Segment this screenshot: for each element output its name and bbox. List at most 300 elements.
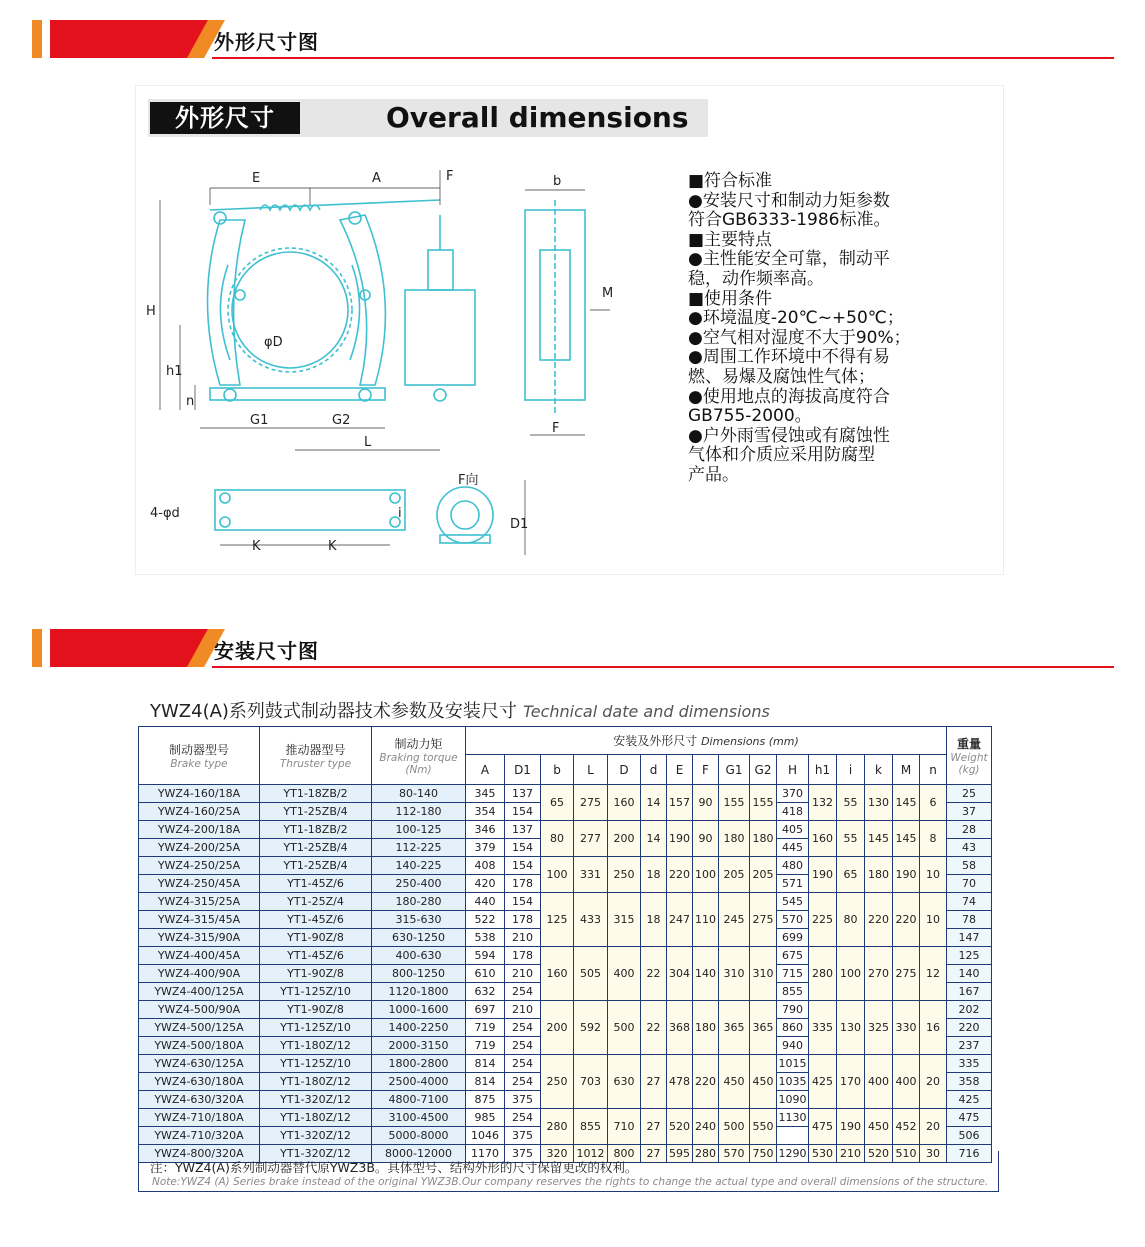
cell-torque: 630-1250 xyxy=(372,929,466,947)
cell-m: 220 xyxy=(893,893,920,947)
feature-line: ●安装尺寸和制动力矩参数 xyxy=(688,190,890,211)
figure-banner xyxy=(148,99,708,137)
cell-brake-type: YWZ4-160/25A xyxy=(139,803,260,821)
cell-d1: 375 xyxy=(505,1127,541,1145)
cell-thruster-type: YT1-18ZB/2 xyxy=(260,785,372,803)
cell-g1: 310 xyxy=(719,947,750,1001)
cell-h: 405 xyxy=(777,821,809,839)
label-H: H xyxy=(146,304,156,319)
th-col-d: D xyxy=(608,755,641,785)
cell-a: 440 xyxy=(466,893,505,911)
cell-h: 790 xyxy=(777,1001,809,1019)
cell-m: 330 xyxy=(893,1001,920,1055)
cell-e: 595 xyxy=(667,1145,693,1163)
cell-i: 65 xyxy=(837,857,865,893)
cell-e: 247 xyxy=(667,893,693,947)
cell-g2: 750 xyxy=(750,1145,777,1163)
label-F-direction: F向 xyxy=(458,473,479,488)
cell-k: 325 xyxy=(865,1001,893,1055)
cell-d1: 375 xyxy=(505,1145,541,1163)
cell-brake-type: YWZ4-500/90A xyxy=(139,1001,260,1019)
cell-h1: 530 xyxy=(809,1145,837,1163)
th-col-a: A xyxy=(466,755,505,785)
cell-torque: 80-140 xyxy=(372,785,466,803)
feature-line: 燃、易爆及腐蚀性气体； xyxy=(688,366,875,387)
cell-l: 277 xyxy=(574,821,608,857)
cell-a: 697 xyxy=(466,1001,505,1019)
cell-weight: 237 xyxy=(947,1037,992,1055)
cell-weight: 37 xyxy=(947,803,992,821)
cell-g1: 180 xyxy=(719,821,750,857)
cell-brake-type: YWZ4-630/125A xyxy=(139,1055,260,1073)
header-underline xyxy=(212,666,1114,668)
cell-f: 90 xyxy=(693,821,719,857)
cell-f: 140 xyxy=(693,947,719,1001)
cell-e: 368 xyxy=(667,1001,693,1055)
cell-thruster-type: YT1-320Z/12 xyxy=(260,1145,372,1163)
table-title xyxy=(150,697,770,723)
cell-weight: 220 xyxy=(947,1019,992,1037)
cell-weight: 335 xyxy=(947,1055,992,1073)
cell-e: 190 xyxy=(667,821,693,857)
cell-g2: 310 xyxy=(750,947,777,1001)
label-G1: G1 xyxy=(250,413,269,428)
th-col-d1: D1 xyxy=(505,755,541,785)
cell-i: 80 xyxy=(837,893,865,947)
cell-g1: 245 xyxy=(719,893,750,947)
cell-k: 220 xyxy=(865,893,893,947)
cell-weight: 28 xyxy=(947,821,992,839)
cell-weight: 506 xyxy=(947,1127,992,1145)
cell-a: 814 xyxy=(466,1055,505,1073)
cell-k: 130 xyxy=(865,785,893,821)
th-col-g1: G1 xyxy=(719,755,750,785)
cell-torque: 2500-4000 xyxy=(372,1073,466,1091)
cell-brake-type: YWZ4-500/125A xyxy=(139,1019,260,1037)
cell-d: 200 xyxy=(608,821,641,857)
cell-h: 445 xyxy=(777,839,809,857)
cell-brake-type: YWZ4-200/18A xyxy=(139,821,260,839)
cell-a: 354 xyxy=(466,803,505,821)
cell-thruster-type: YT1-25Z/4 xyxy=(260,893,372,911)
cell-thruster-type: YT1-90Z/8 xyxy=(260,1001,372,1019)
label-M: M xyxy=(602,286,614,301)
table-row xyxy=(139,1109,992,1127)
cell-thruster-type: YT1-25ZB/4 xyxy=(260,857,372,875)
label-L: L xyxy=(364,435,372,450)
cell-torque: 180-280 xyxy=(372,893,466,911)
cell-h1: 425 xyxy=(809,1055,837,1109)
cell-n: 16 xyxy=(920,1001,947,1055)
th-col-l: L xyxy=(574,755,608,785)
brake-drawing xyxy=(140,160,690,570)
cell-f: 280 xyxy=(693,1145,719,1163)
cell-l: 275 xyxy=(574,785,608,821)
cell-e: 478 xyxy=(667,1055,693,1109)
cell-thruster-type: YT1-25ZB/4 xyxy=(260,803,372,821)
section-title-install: 安装尺寸图 xyxy=(214,639,319,663)
feature-line: 符合GB6333-1986标准。 xyxy=(688,210,891,231)
spec-table xyxy=(138,726,992,1163)
cell-d1: 137 xyxy=(505,785,541,803)
cell-k: 180 xyxy=(865,857,893,893)
cell-d1: 254 xyxy=(505,1109,541,1127)
cell-a: 346 xyxy=(466,821,505,839)
cell-d: 22 xyxy=(641,947,667,1001)
cell-d1: 254 xyxy=(505,983,541,1001)
cell-n: 6 xyxy=(920,785,947,821)
cell-l: 433 xyxy=(574,893,608,947)
cell-d1: 254 xyxy=(505,1037,541,1055)
cell-d1: 178 xyxy=(505,947,541,965)
cell-torque: 5000-8000 xyxy=(372,1127,466,1145)
cell-l: 1012 xyxy=(574,1145,608,1163)
cell-a: 379 xyxy=(466,839,505,857)
cell-weight: 70 xyxy=(947,875,992,893)
cell-thruster-type: YT1-18ZB/2 xyxy=(260,821,372,839)
cell-torque: 800-1250 xyxy=(372,965,466,983)
cell-d1: 210 xyxy=(505,965,541,983)
feature-line: 产品。 xyxy=(688,464,739,485)
cell-n: 20 xyxy=(920,1109,947,1145)
th-col-f: F xyxy=(693,755,719,785)
cell-e: 304 xyxy=(667,947,693,1001)
cell-i: 170 xyxy=(837,1055,865,1109)
cell-e: 220 xyxy=(667,857,693,893)
cell-a: 594 xyxy=(466,947,505,965)
label-E: E xyxy=(252,171,261,186)
cell-torque: 315-630 xyxy=(372,911,466,929)
cell-brake-type: YWZ4-710/320A xyxy=(139,1127,260,1145)
cell-d: 250 xyxy=(608,857,641,893)
cell-torque: 8000-12000 xyxy=(372,1145,466,1163)
header-red-block xyxy=(50,629,212,667)
cell-b: 100 xyxy=(541,857,574,893)
cell-weight: 425 xyxy=(947,1091,992,1109)
cell-h: 571 xyxy=(777,875,809,893)
cell-d: 27 xyxy=(641,1145,667,1163)
cell-brake-type: YWZ4-160/18A xyxy=(139,785,260,803)
cell-weight: 58 xyxy=(947,857,992,875)
cell-g1: 500 xyxy=(719,1109,750,1145)
feature-line: ■符合标准 xyxy=(688,171,773,191)
cell-a: 1170 xyxy=(466,1145,505,1163)
cell-g2: 205 xyxy=(750,857,777,893)
label-4d: 4-φd xyxy=(150,506,180,521)
cell-torque: 1400-2250 xyxy=(372,1019,466,1037)
th-col-d: d xyxy=(641,755,667,785)
cell-h: 860 xyxy=(777,1019,809,1037)
cell-d: 18 xyxy=(641,893,667,947)
cell-d: 27 xyxy=(641,1109,667,1145)
label-F: F xyxy=(446,169,454,184)
table-title-en: Technical date and dimensions xyxy=(522,702,770,721)
cell-brake-type: YWZ4-800/320A xyxy=(139,1145,260,1163)
cell-d: 22 xyxy=(641,1001,667,1055)
cell-h: 1090 xyxy=(777,1091,809,1109)
cell-i: 210 xyxy=(837,1145,865,1163)
cell-d: 630 xyxy=(608,1055,641,1109)
cell-thruster-type: YT1-125Z/10 xyxy=(260,1019,372,1037)
banner-en: Overall dimensions xyxy=(386,101,689,134)
cell-l: 855 xyxy=(574,1109,608,1145)
feature-line: GB755-2000。 xyxy=(688,406,812,427)
cell-l: 703 xyxy=(574,1055,608,1109)
cell-g1: 570 xyxy=(719,1145,750,1163)
cell-b: 125 xyxy=(541,893,574,947)
cell-f: 110 xyxy=(693,893,719,947)
cell-a: 345 xyxy=(466,785,505,803)
cell-d1: 154 xyxy=(505,893,541,911)
cell-f: 180 xyxy=(693,1001,719,1055)
cell-d1: 254 xyxy=(505,1019,541,1037)
th-thruster: 推动器型号 Thruster type xyxy=(260,727,372,785)
cell-torque: 250-400 xyxy=(372,875,466,893)
cell-d: 14 xyxy=(641,821,667,857)
table-row xyxy=(139,1055,992,1073)
label-b: b xyxy=(553,174,562,189)
label-D: φD xyxy=(264,335,283,350)
cell-n: 10 xyxy=(920,857,947,893)
cell-h1: 132 xyxy=(809,785,837,821)
cell-h: 480 xyxy=(777,857,809,875)
cell-n: 12 xyxy=(920,947,947,1001)
cell-d1: 254 xyxy=(505,1073,541,1091)
note-cn: 注：YWZ4(A)系列制动器替代原YWZ3B。具体型号、结构外形的尺寸保留更改的权利。 xyxy=(150,1160,638,1175)
cell-thruster-type: YT1-45Z/6 xyxy=(260,875,372,893)
cell-brake-type: YWZ4-250/45A xyxy=(139,875,260,893)
cell-thruster-type: YT1-320Z/12 xyxy=(260,1127,372,1145)
table-row xyxy=(139,1001,992,1019)
cell-thruster-type: YT1-180Z/12 xyxy=(260,1109,372,1127)
table-row xyxy=(139,785,992,803)
cell-d1: 154 xyxy=(505,839,541,857)
cell-torque: 4800-7100 xyxy=(372,1091,466,1109)
cell-h: 940 xyxy=(777,1037,809,1055)
th-col-g2: G2 xyxy=(750,755,777,785)
feature-line: ●周围工作环境中不得有易 xyxy=(688,347,890,368)
cell-thruster-type: YT1-45Z/6 xyxy=(260,911,372,929)
header-accent-bar xyxy=(32,629,42,667)
cell-weight: 475 xyxy=(947,1109,992,1127)
cell-a: 875 xyxy=(466,1091,505,1109)
cell-h: 570 xyxy=(777,911,809,929)
cell-b: 280 xyxy=(541,1109,574,1145)
feature-line: ●使用地点的海拔高度符合 xyxy=(688,386,890,407)
cell-k: 520 xyxy=(865,1145,893,1163)
feature-line: 稳，动作频率高。 xyxy=(688,268,824,289)
cell-b: 160 xyxy=(541,947,574,1001)
cell-torque: 3100-4500 xyxy=(372,1109,466,1127)
cell-n: 10 xyxy=(920,893,947,947)
table-row xyxy=(139,893,992,911)
cell-i: 100 xyxy=(837,947,865,1001)
th-brake: 制动器型号 Brake type xyxy=(139,727,260,785)
cell-h: 545 xyxy=(777,893,809,911)
cell-torque: 100-125 xyxy=(372,821,466,839)
cell-d1: 254 xyxy=(505,1055,541,1073)
cell-d1: 154 xyxy=(505,803,541,821)
cell-thruster-type: YT1-45Z/6 xyxy=(260,947,372,965)
cell-torque: 2000-3150 xyxy=(372,1037,466,1055)
cell-m: 275 xyxy=(893,947,920,1001)
cell-brake-type: YWZ4-315/45A xyxy=(139,911,260,929)
header-red-block xyxy=(50,20,212,58)
cell-thruster-type: YT1-180Z/12 xyxy=(260,1073,372,1091)
cell-m: 452 xyxy=(893,1109,920,1145)
cell-g1: 365 xyxy=(719,1001,750,1055)
table-row xyxy=(139,857,992,875)
cell-torque: 1000-1600 xyxy=(372,1001,466,1019)
cell-a: 522 xyxy=(466,911,505,929)
cell-d1: 178 xyxy=(505,911,541,929)
cell-weight: 147 xyxy=(947,929,992,947)
th-col-b: b xyxy=(541,755,574,785)
cell-k: 270 xyxy=(865,947,893,1001)
cell-h xyxy=(777,1127,809,1145)
cell-f: 220 xyxy=(693,1055,719,1109)
cell-i: 190 xyxy=(837,1109,865,1145)
cell-d: 18 xyxy=(641,857,667,893)
cell-brake-type: YWZ4-500/180A xyxy=(139,1037,260,1055)
section-header-install xyxy=(32,629,1114,671)
cell-d1: 210 xyxy=(505,1001,541,1019)
th-col-h: H xyxy=(777,755,809,785)
cell-h1: 190 xyxy=(809,857,837,893)
cell-a: 814 xyxy=(466,1073,505,1091)
cell-h1: 335 xyxy=(809,1001,837,1055)
cell-g1: 155 xyxy=(719,785,750,821)
cell-thruster-type: YT1-320Z/12 xyxy=(260,1091,372,1109)
cell-h: 370 xyxy=(777,785,809,803)
cell-g2: 180 xyxy=(750,821,777,857)
cell-a: 1046 xyxy=(466,1127,505,1145)
cell-b: 80 xyxy=(541,821,574,857)
cell-d: 500 xyxy=(608,1001,641,1055)
feature-line: ●主性能安全可靠，制动平 xyxy=(688,249,890,270)
cell-h: 715 xyxy=(777,965,809,983)
cell-h1: 280 xyxy=(809,947,837,1001)
cell-g2: 155 xyxy=(750,785,777,821)
cell-weight: 125 xyxy=(947,947,992,965)
cell-b: 65 xyxy=(541,785,574,821)
feature-line: ●空气相对湿度不大于90%； xyxy=(688,327,911,348)
cell-m: 400 xyxy=(893,1055,920,1109)
cell-weight: 74 xyxy=(947,893,992,911)
cell-weight: 78 xyxy=(947,911,992,929)
cell-b: 250 xyxy=(541,1055,574,1109)
header-accent-bar xyxy=(32,20,42,58)
cell-weight: 358 xyxy=(947,1073,992,1091)
label-i: i xyxy=(398,506,402,521)
cell-weight: 25 xyxy=(947,785,992,803)
label-n: n xyxy=(186,394,195,409)
th-torque: 制动力矩 Braking torque (Nm) xyxy=(372,727,466,785)
cell-i: 55 xyxy=(837,821,865,857)
cell-h: 1130 xyxy=(777,1109,809,1127)
th-col-m: M xyxy=(893,755,920,785)
cell-d: 315 xyxy=(608,893,641,947)
cell-weight: 140 xyxy=(947,965,992,983)
cell-torque: 140-225 xyxy=(372,857,466,875)
cell-torque: 112-225 xyxy=(372,839,466,857)
cell-h: 1035 xyxy=(777,1073,809,1091)
cell-h: 1290 xyxy=(777,1145,809,1163)
cell-d1: 210 xyxy=(505,929,541,947)
feature-line: ■使用条件 xyxy=(688,288,773,309)
cell-torque: 1800-2800 xyxy=(372,1055,466,1073)
cell-h1: 160 xyxy=(809,821,837,857)
th-col-i: i xyxy=(837,755,865,785)
cell-brake-type: YWZ4-400/125A xyxy=(139,983,260,1001)
cell-a: 985 xyxy=(466,1109,505,1127)
cell-d: 710 xyxy=(608,1109,641,1145)
th-col-h1: h1 xyxy=(809,755,837,785)
cell-brake-type: YWZ4-200/25A xyxy=(139,839,260,857)
cell-g2: 550 xyxy=(750,1109,777,1145)
cell-d1: 137 xyxy=(505,821,541,839)
cell-d: 160 xyxy=(608,785,641,821)
feature-line: 气体和介质应采用防腐型 xyxy=(688,445,875,466)
cell-m: 190 xyxy=(893,857,920,893)
cell-g2: 275 xyxy=(750,893,777,947)
section-title-outline: 外形尺寸图 xyxy=(214,30,319,54)
label-A: A xyxy=(372,171,381,186)
cell-d: 27 xyxy=(641,1055,667,1109)
cell-h: 699 xyxy=(777,929,809,947)
cell-n: 20 xyxy=(920,1055,947,1109)
cell-a: 719 xyxy=(466,1037,505,1055)
cell-m: 145 xyxy=(893,785,920,821)
cell-brake-type: YWZ4-315/90A xyxy=(139,929,260,947)
header-underline xyxy=(212,57,1114,59)
cell-a: 420 xyxy=(466,875,505,893)
cell-a: 538 xyxy=(466,929,505,947)
cell-weight: 716 xyxy=(947,1145,992,1163)
th-dimensions: 安装及外形尺寸 Dimensions (mm) xyxy=(466,727,947,755)
cell-h: 675 xyxy=(777,947,809,965)
cell-k: 450 xyxy=(865,1109,893,1145)
cell-h: 1015 xyxy=(777,1055,809,1073)
cell-torque: 112-180 xyxy=(372,803,466,821)
cell-m: 510 xyxy=(893,1145,920,1163)
cell-thruster-type: YT1-90Z/8 xyxy=(260,965,372,983)
table-row xyxy=(139,947,992,965)
cell-thruster-type: YT1-125Z/10 xyxy=(260,983,372,1001)
cell-brake-type: YWZ4-630/180A xyxy=(139,1073,260,1091)
label-K1: K xyxy=(252,539,261,554)
th-col-k: k xyxy=(865,755,893,785)
cell-i: 55 xyxy=(837,785,865,821)
cell-brake-type: YWZ4-315/25A xyxy=(139,893,260,911)
cell-a: 719 xyxy=(466,1019,505,1037)
cell-brake-type: YWZ4-400/90A xyxy=(139,965,260,983)
cell-d: 14 xyxy=(641,785,667,821)
cell-f: 90 xyxy=(693,785,719,821)
cell-i: 130 xyxy=(837,1001,865,1055)
cell-torque: 400-630 xyxy=(372,947,466,965)
cell-d1: 375 xyxy=(505,1091,541,1109)
cell-l: 592 xyxy=(574,1001,608,1055)
note-en: Note:YWZ4 (A) Series brake instead of the original YWZ3B.Our company reserves the rights to change the actual type and overall dimensions of the structure. xyxy=(152,1176,989,1188)
cell-h: 855 xyxy=(777,983,809,1001)
cell-a: 408 xyxy=(466,857,505,875)
cell-n: 8 xyxy=(920,821,947,857)
label-G2: G2 xyxy=(332,413,351,428)
cell-torque: 1120-1800 xyxy=(372,983,466,1001)
cell-f: 100 xyxy=(693,857,719,893)
label-F-side: F xyxy=(552,421,560,436)
